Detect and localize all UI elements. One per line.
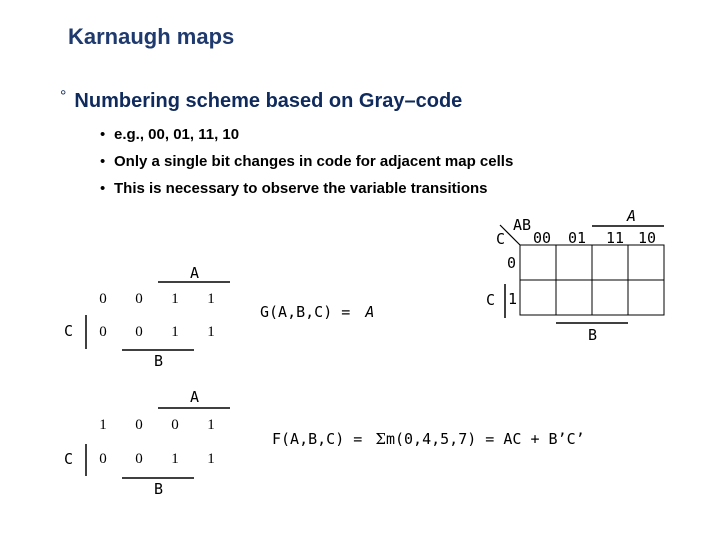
map2-cell: 0 [171, 417, 179, 433]
map1-cell: 1 [171, 291, 179, 307]
bullet-item: • e.g., 00, 01, 11, 10 [100, 121, 513, 148]
bullet-dot: • [100, 180, 106, 197]
map2-cell: 0 [135, 417, 143, 433]
row-header: 0 [507, 254, 517, 272]
col-var-label: AB [513, 216, 532, 234]
bullet-dot: • [100, 126, 106, 143]
map2-c-label: C [64, 450, 74, 468]
row-var-label: C [496, 230, 506, 248]
equation-f-lhs: F(A,B,C) = [272, 430, 363, 448]
map2-cell: 1 [207, 417, 215, 433]
heading-text: Numbering scheme based on Gray–code [74, 90, 463, 112]
equation-f-rhs: m(0,4,5,7) = AC + B’C’ [385, 430, 585, 448]
map1-cell: 0 [99, 291, 107, 307]
map2-cell: 1 [207, 451, 215, 467]
row-header: 1 [508, 290, 518, 308]
map1-b-label: B [154, 352, 164, 370]
map2-cell: 0 [99, 451, 107, 467]
col-header: 01 [568, 229, 587, 247]
col-header: 00 [533, 229, 552, 247]
map2-cell: 1 [171, 451, 179, 467]
map1-cell: 1 [207, 324, 215, 340]
col-header: 10 [638, 229, 657, 247]
map2-a-label: A [190, 388, 200, 406]
bracket-b-label: B [588, 326, 598, 344]
equation-g-lhs: G(A,B,C) = [260, 303, 351, 321]
bullet-dot: • [100, 153, 106, 170]
bullet-item: • Only a single bit changes in code for adjacent map cells [100, 148, 513, 175]
map1-cell: 1 [171, 324, 179, 340]
map1-cell: 1 [207, 291, 215, 307]
side-c-label: C [486, 291, 496, 309]
map1-c-label: C [64, 322, 74, 340]
sigma-symbol: Σ [375, 430, 386, 448]
map1-cell: 0 [135, 324, 143, 340]
bracket-a-label: A [627, 207, 637, 225]
equation-g-rhs: A [365, 303, 375, 321]
map2-b-label: B [154, 480, 164, 498]
map1-cell: 0 [99, 324, 107, 340]
map2-cell: 0 [135, 451, 143, 467]
equation-f [272, 430, 585, 448]
map1-cell: 0 [135, 291, 143, 307]
map2-cell: 1 [99, 417, 107, 433]
col-header: 11 [606, 229, 625, 247]
slide-title: Karnaugh maps [68, 24, 235, 49]
map1-a-label: A [190, 264, 200, 282]
heading-marker: ° [60, 88, 67, 105]
bullet-item: • This is necessary to observe the variable transitions [100, 175, 513, 202]
